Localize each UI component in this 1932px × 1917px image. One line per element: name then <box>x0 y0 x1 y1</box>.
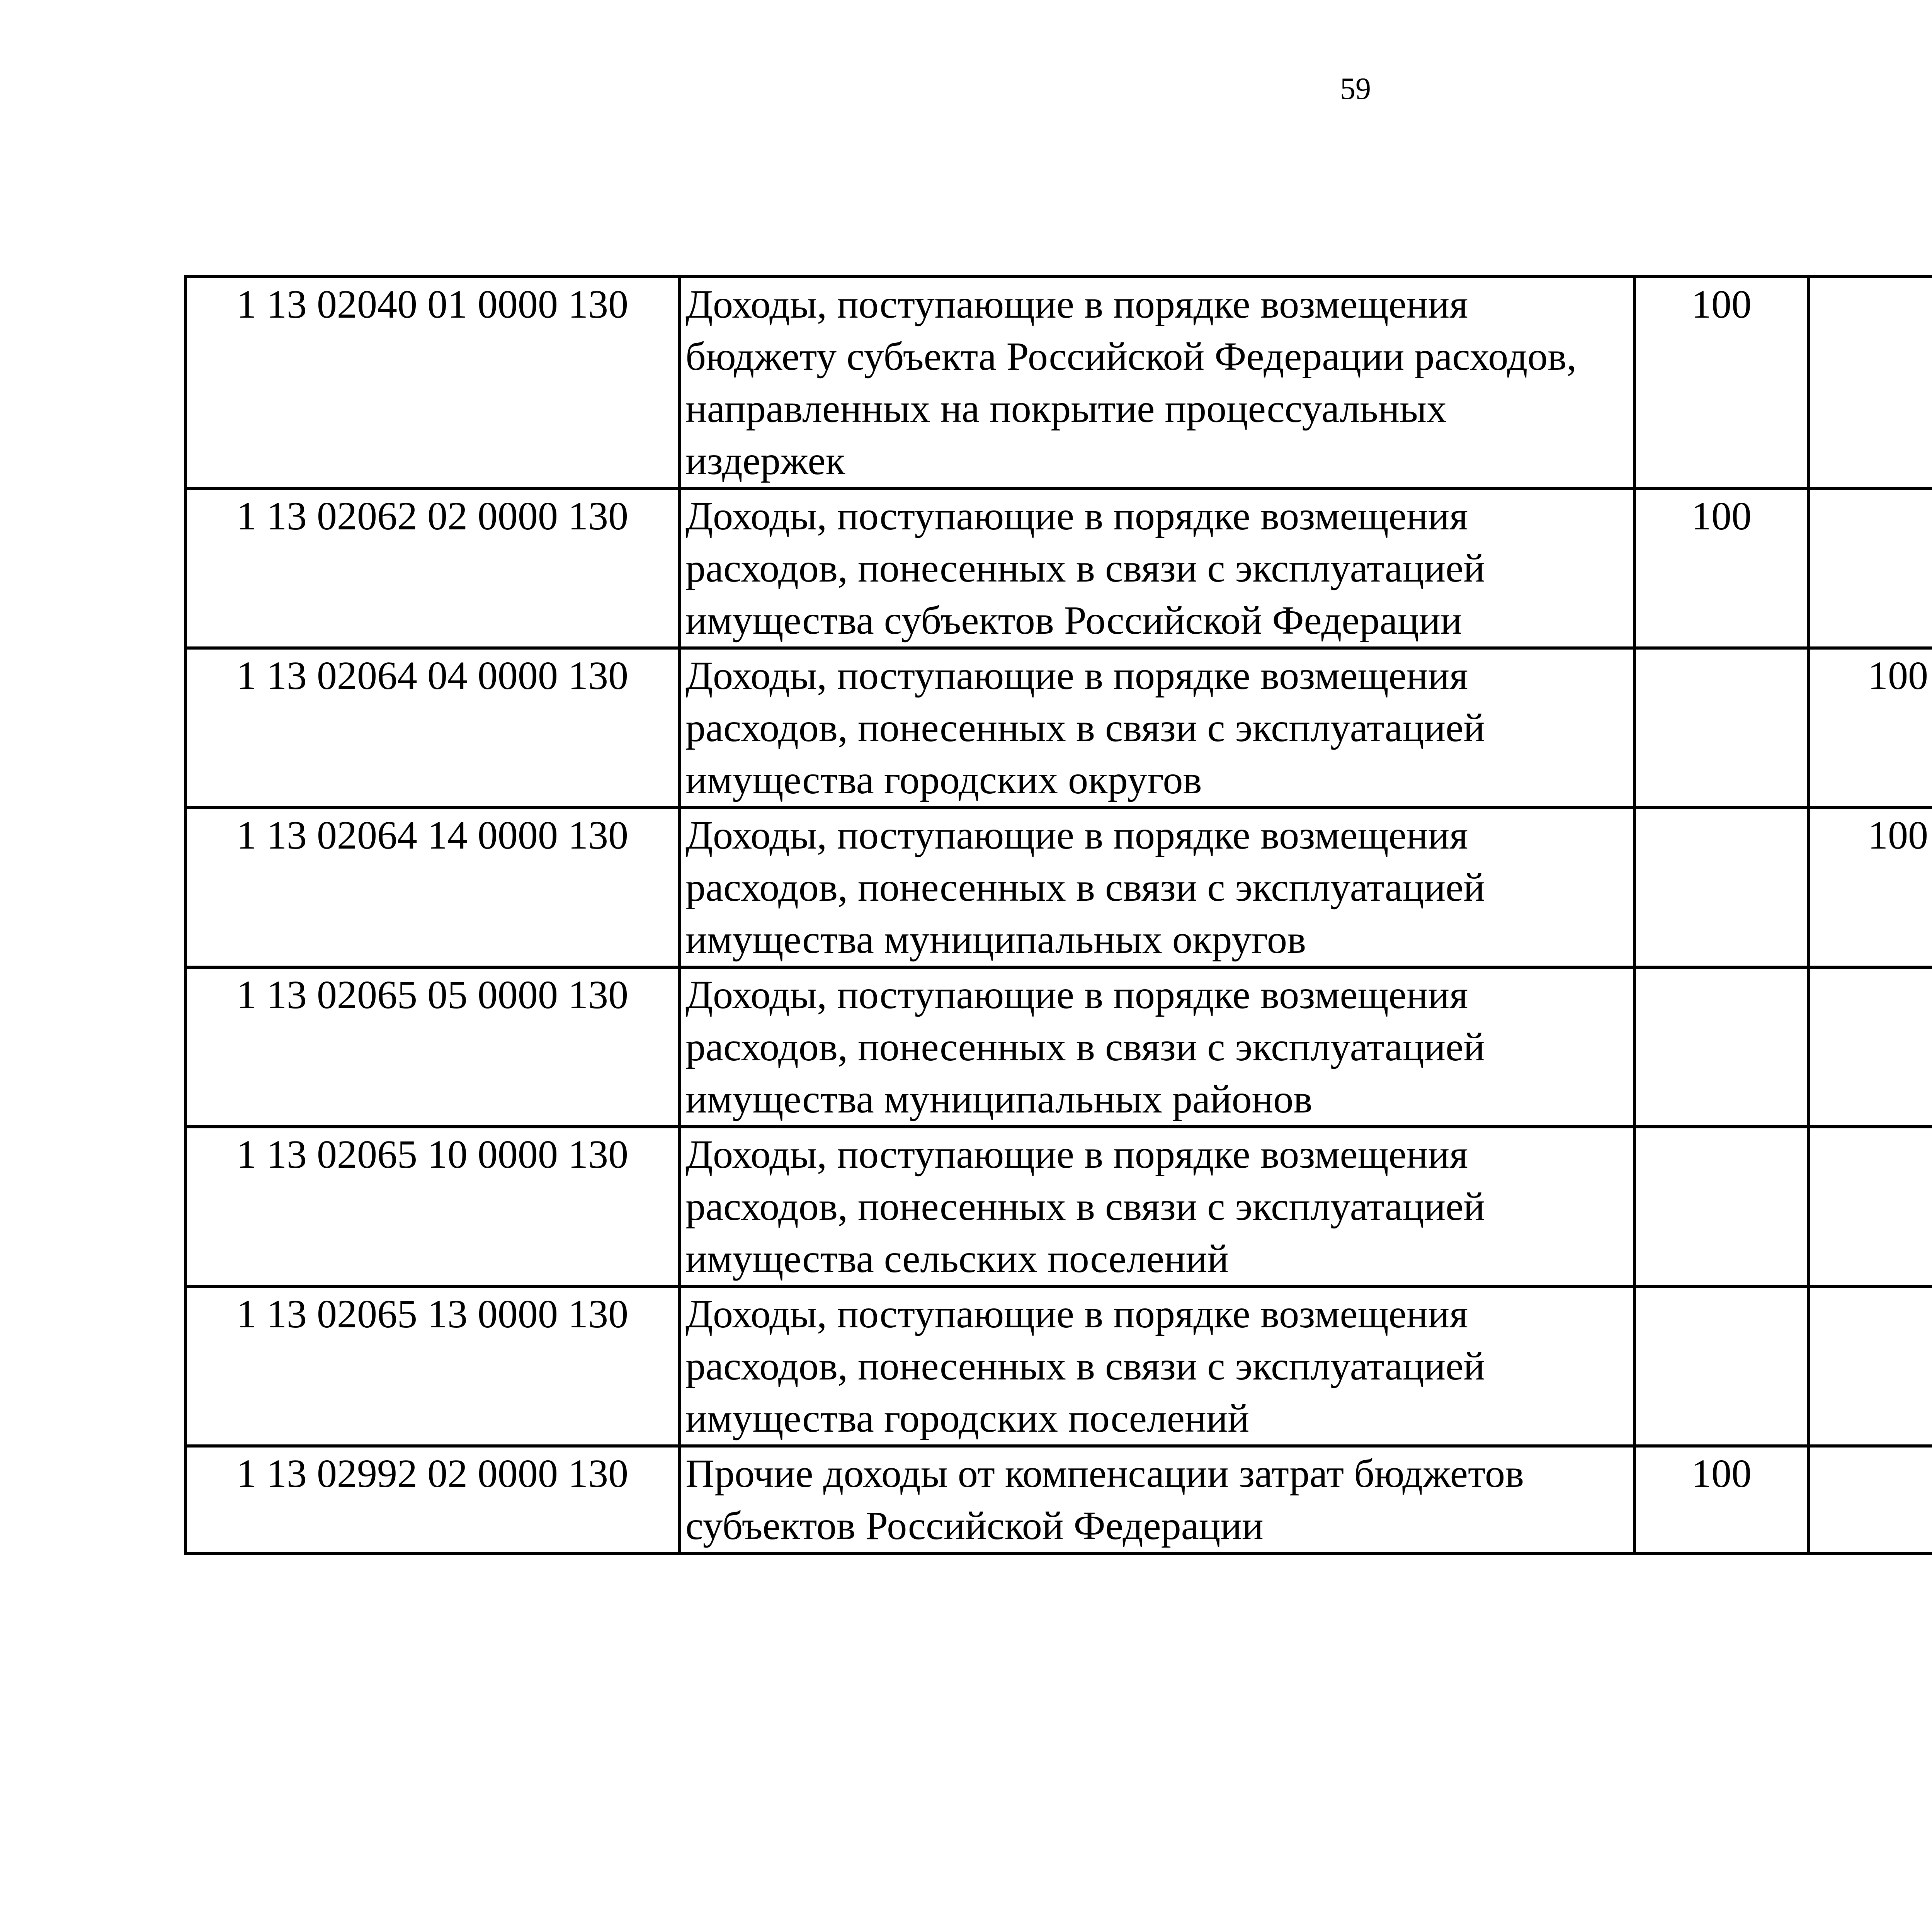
table-row <box>185 648 1932 808</box>
table-row <box>185 967 1932 1127</box>
description-line: Доходы, поступающие в порядке возмещения <box>685 653 1468 698</box>
percent-value-cell <box>1808 1446 1932 1553</box>
description-line: имущества городских округов <box>685 758 1202 802</box>
percent-value-cell: 100 <box>1634 488 1808 648</box>
revenue-description-cell <box>679 1127 1634 1286</box>
percent-value-cell <box>1808 1286 1932 1446</box>
description-line: издержек <box>685 439 845 483</box>
percent-value-cell <box>1634 808 1808 967</box>
budget-code-cell: 1 13 02064 04 0000 130 <box>185 648 679 808</box>
percent-value-cell <box>1808 1127 1932 1286</box>
description-line: имущества городских поселений <box>685 1396 1249 1441</box>
description-line: расходов, понесенных в связи с эксплуатацией <box>685 1025 1485 1069</box>
revenue-description-cell <box>679 277 1634 488</box>
table-row <box>185 488 1932 648</box>
description-line: имущества сельских поселений <box>685 1237 1229 1281</box>
table-row <box>185 808 1932 967</box>
page-number: 59 <box>1340 72 1371 106</box>
table-row <box>185 1286 1932 1446</box>
description-line: Доходы, поступающие в порядке возмещения <box>685 1132 1468 1177</box>
table-row <box>185 277 1932 488</box>
percent-value-cell <box>1808 967 1932 1127</box>
percent-value-cell: 100 <box>1634 1446 1808 1553</box>
description-line: Доходы, поступающие в порядке возмещения <box>685 282 1468 327</box>
description-line: расходов, понесенных в связи с эксплуатацией <box>685 1184 1485 1229</box>
description-line: имущества муниципальных районов <box>685 1077 1313 1121</box>
description-line: Доходы, поступающие в порядке возмещения <box>685 813 1468 857</box>
budget-code-cell: 1 13 02992 02 0000 130 <box>185 1446 679 1553</box>
budget-code-cell: 1 13 02065 10 0000 130 <box>185 1127 679 1286</box>
description-line: расходов, понесенных в связи с эксплуатацией <box>685 706 1485 750</box>
description-line: расходов, понесенных в связи с эксплуатацией <box>685 546 1485 590</box>
description-line: направленных на покрытие процессуальных <box>685 386 1447 431</box>
percent-value-cell <box>1634 1127 1808 1286</box>
revenue-distribution-table <box>184 275 1932 1555</box>
percent-value-cell: 100 <box>1634 277 1808 488</box>
table-body <box>185 277 1932 1553</box>
description-line: имущества субъектов Российской Федерации <box>685 598 1462 643</box>
percent-value-cell <box>1634 648 1808 808</box>
percent-value-cell: 100 <box>1808 648 1932 808</box>
budget-code-cell: 1 13 02040 01 0000 130 <box>185 277 679 488</box>
description-line: имущества муниципальных округов <box>685 917 1306 962</box>
revenue-description-cell <box>679 1286 1634 1446</box>
description-line: Доходы, поступающие в порядке возмещения <box>685 1292 1468 1336</box>
budget-code-cell: 1 13 02064 14 0000 130 <box>185 808 679 967</box>
revenue-description-cell <box>679 648 1634 808</box>
percent-value-cell <box>1808 277 1932 488</box>
percent-value-cell: 100 <box>1808 808 1932 967</box>
description-line: бюджету субъекта Российской Федерации расходов, <box>685 334 1577 379</box>
revenue-description-cell <box>679 1446 1634 1553</box>
percent-value-cell <box>1634 1286 1808 1446</box>
percent-value-cell <box>1634 967 1808 1127</box>
description-line: субъектов Российской Федерации <box>685 1504 1264 1548</box>
budget-code-cell: 1 13 02062 02 0000 130 <box>185 488 679 648</box>
table-row <box>185 1127 1932 1286</box>
revenue-description-cell <box>679 967 1634 1127</box>
table-row <box>185 1446 1932 1553</box>
description-line: расходов, понесенных в связи с эксплуатацией <box>685 865 1485 910</box>
budget-code-cell: 1 13 02065 05 0000 130 <box>185 967 679 1127</box>
revenue-description-cell <box>679 488 1634 648</box>
description-line: Доходы, поступающие в порядке возмещения <box>685 494 1468 538</box>
budget-code-cell: 1 13 02065 13 0000 130 <box>185 1286 679 1446</box>
description-line: Прочие доходы от компенсации затрат бюджетов <box>685 1451 1524 1496</box>
percent-value-cell <box>1808 488 1932 648</box>
description-line: расходов, понесенных в связи с эксплуатацией <box>685 1344 1485 1388</box>
revenue-description-cell <box>679 808 1634 967</box>
description-line: Доходы, поступающие в порядке возмещения <box>685 973 1468 1017</box>
